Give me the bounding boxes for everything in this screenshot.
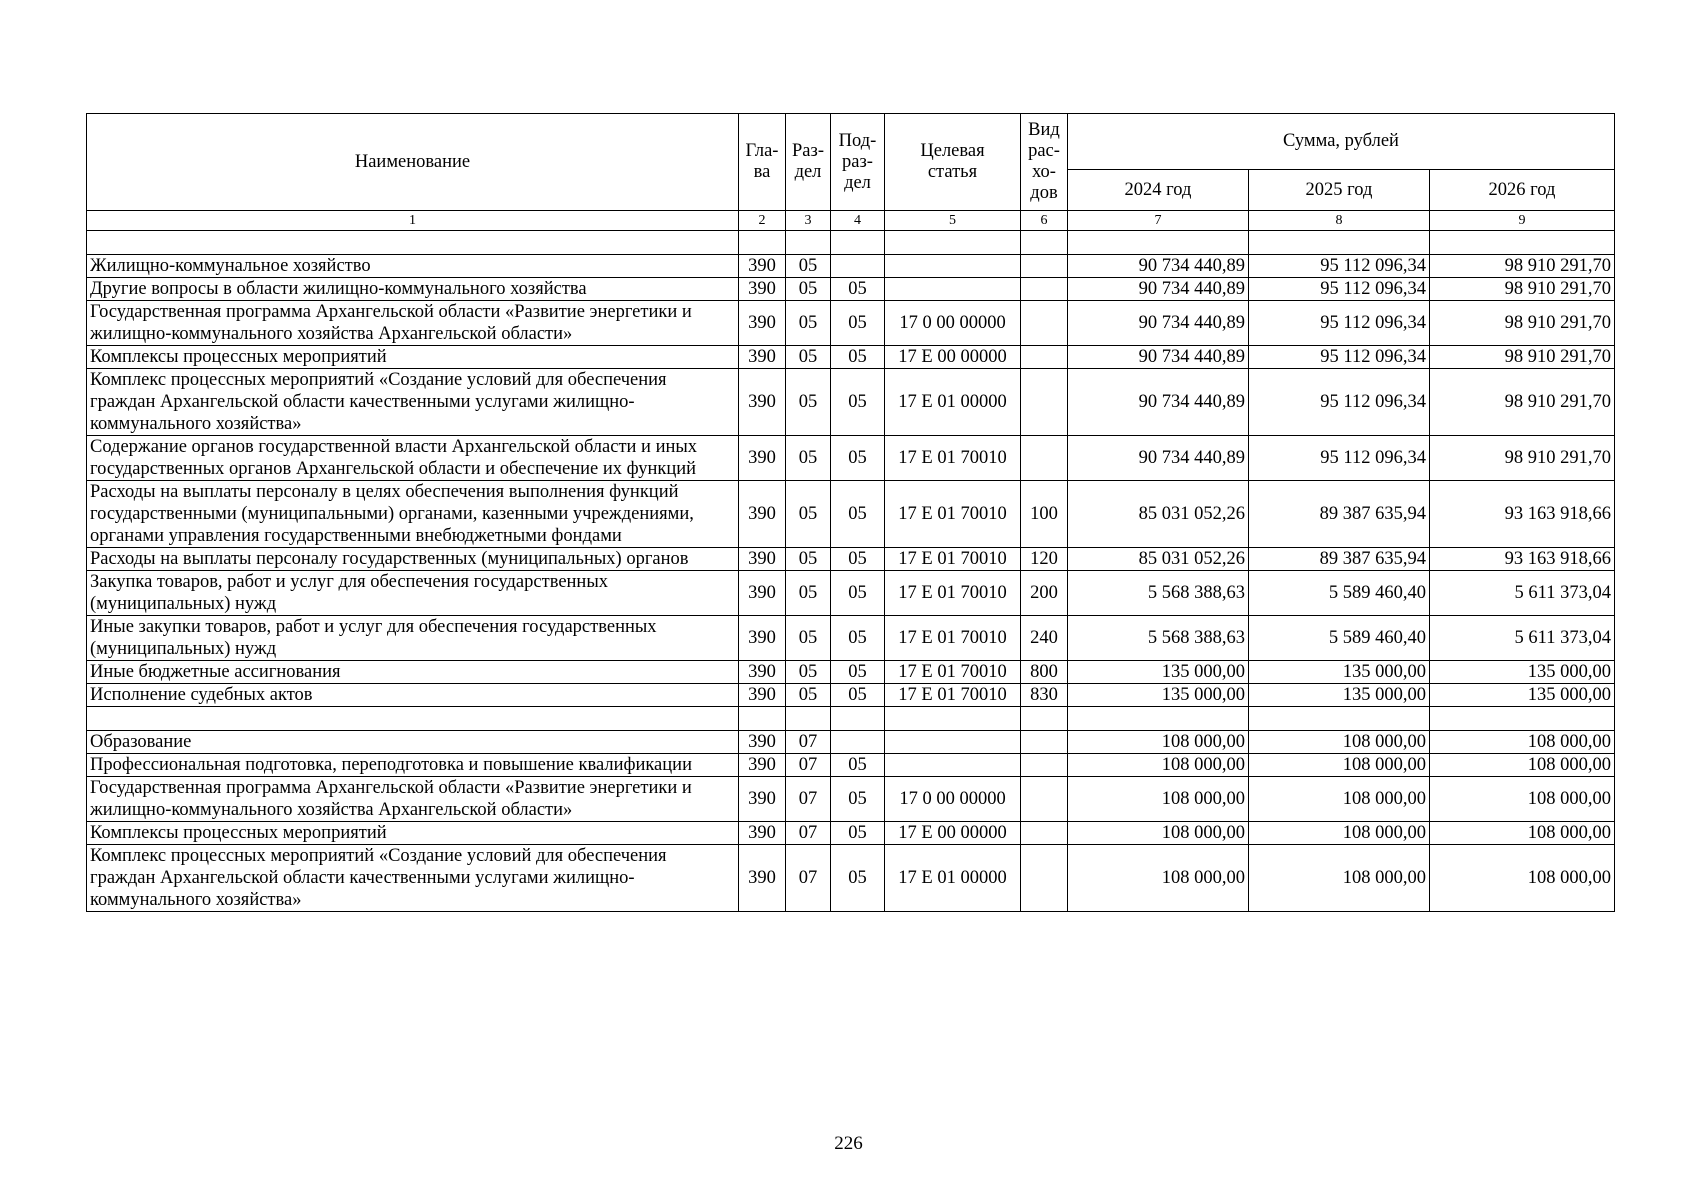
row-name: Государственная программа Архангельской области «Развитие энергетики и жилищно-коммунального хозяйства Архангельской области» — [87, 777, 739, 822]
spacer-cell — [831, 231, 885, 255]
row-razdel: 07 — [786, 731, 831, 754]
row-razdel: 05 — [786, 616, 831, 661]
row-celevaya — [885, 731, 1021, 754]
row-vid — [1021, 278, 1068, 301]
row-name: Комплекс процессных мероприятий «Создание условий для обеспечения граждан Архангельской области качественными услугами жилищно-коммунального хозяйства» — [87, 369, 739, 436]
table-row — [87, 255, 1615, 278]
row-glava: 390 — [739, 255, 786, 278]
row-celevaya: 17 Е 01 70010 — [885, 481, 1021, 548]
row-name: Содержание органов государственной власти Архангельской области и иных государственных органов Архангельской области и обеспечение их функций — [87, 436, 739, 481]
header-2026: 2026 год — [1430, 170, 1615, 211]
row-vid — [1021, 255, 1068, 278]
spacer-row — [87, 707, 1615, 731]
row-glava: 390 — [739, 822, 786, 845]
column-number: 3 — [786, 211, 831, 231]
row-vid — [1021, 346, 1068, 369]
row-name: Образование — [87, 731, 739, 754]
table-row — [87, 301, 1615, 346]
column-number: 8 — [1249, 211, 1430, 231]
row-amount-2026: 108 000,00 — [1430, 731, 1615, 754]
row-podrazdel: 05 — [831, 661, 885, 684]
table-row — [87, 436, 1615, 481]
budget-table — [86, 113, 1615, 912]
row-name: Иные бюджетные ассигнования — [87, 661, 739, 684]
table-row — [87, 845, 1615, 912]
row-glava: 390 — [739, 436, 786, 481]
row-amount-2026: 98 910 291,70 — [1430, 255, 1615, 278]
row-amount-2024: 5 568 388,63 — [1068, 616, 1249, 661]
row-razdel: 05 — [786, 481, 831, 548]
row-glava: 390 — [739, 301, 786, 346]
row-amount-2026: 98 910 291,70 — [1430, 278, 1615, 301]
row-glava: 390 — [739, 346, 786, 369]
table-row — [87, 616, 1615, 661]
row-amount-2024: 108 000,00 — [1068, 754, 1249, 777]
column-number: 4 — [831, 211, 885, 231]
row-razdel: 05 — [786, 571, 831, 616]
row-razdel: 07 — [786, 777, 831, 822]
row-vid — [1021, 301, 1068, 346]
row-celevaya — [885, 754, 1021, 777]
row-glava: 390 — [739, 754, 786, 777]
row-amount-2025: 135 000,00 — [1249, 661, 1430, 684]
row-celevaya — [885, 255, 1021, 278]
row-name: Комплексы процессных мероприятий — [87, 346, 739, 369]
row-celevaya: 17 Е 00 00000 — [885, 346, 1021, 369]
row-name: Государственная программа Архангельской области «Развитие энергетики и жилищно-коммунального хозяйства Архангельской области» — [87, 301, 739, 346]
row-glava: 390 — [739, 684, 786, 707]
row-name: Закупка товаров, работ и услуг для обеспечения государственных (муниципальных) нужд — [87, 571, 739, 616]
row-amount-2026: 93 163 918,66 — [1430, 548, 1615, 571]
spacer-cell — [1068, 231, 1249, 255]
row-celevaya: 17 Е 01 70010 — [885, 684, 1021, 707]
row-amount-2025: 95 112 096,34 — [1249, 436, 1430, 481]
header-podrazdel: Под- раз- дел — [831, 114, 885, 211]
row-celevaya: 17 Е 01 00000 — [885, 369, 1021, 436]
row-celevaya: 17 Е 01 70010 — [885, 616, 1021, 661]
table-row — [87, 731, 1615, 754]
row-amount-2026: 108 000,00 — [1430, 822, 1615, 845]
row-amount-2024: 90 734 440,89 — [1068, 278, 1249, 301]
header-name: Наименование — [87, 114, 739, 211]
spacer-cell — [1430, 231, 1615, 255]
row-amount-2026: 135 000,00 — [1430, 684, 1615, 707]
row-name: Исполнение судебных актов — [87, 684, 739, 707]
row-amount-2025: 95 112 096,34 — [1249, 369, 1430, 436]
row-celevaya: 17 Е 01 70010 — [885, 661, 1021, 684]
row-amount-2026: 108 000,00 — [1430, 754, 1615, 777]
column-number: 2 — [739, 211, 786, 231]
spacer-cell — [1068, 707, 1249, 731]
row-amount-2026: 108 000,00 — [1430, 777, 1615, 822]
row-podrazdel: 05 — [831, 616, 885, 661]
row-amount-2026: 98 910 291,70 — [1430, 346, 1615, 369]
row-vid — [1021, 754, 1068, 777]
row-name: Другие вопросы в области жилищно-коммунального хозяйства — [87, 278, 739, 301]
row-name: Иные закупки товаров, работ и услуг для обеспечения государственных (муниципальных) нужд — [87, 616, 739, 661]
spacer-cell — [739, 231, 786, 255]
row-podrazdel: 05 — [831, 436, 885, 481]
table-row — [87, 278, 1615, 301]
row-podrazdel: 05 — [831, 301, 885, 346]
spacer-cell — [1249, 231, 1430, 255]
header-glava: Гла- ва — [739, 114, 786, 211]
spacer-cell — [786, 707, 831, 731]
column-number: 7 — [1068, 211, 1249, 231]
row-podrazdel: 05 — [831, 754, 885, 777]
row-razdel: 05 — [786, 661, 831, 684]
row-celevaya: 17 0 00 00000 — [885, 777, 1021, 822]
row-amount-2025: 95 112 096,34 — [1249, 301, 1430, 346]
spacer-cell — [1249, 707, 1430, 731]
row-vid — [1021, 369, 1068, 436]
row-podrazdel: 05 — [831, 481, 885, 548]
row-razdel: 05 — [786, 436, 831, 481]
row-name: Расходы на выплаты персоналу государственных (муниципальных) органов — [87, 548, 739, 571]
row-razdel: 05 — [786, 301, 831, 346]
row-amount-2024: 90 734 440,89 — [1068, 301, 1249, 346]
row-glava: 390 — [739, 731, 786, 754]
row-amount-2025: 108 000,00 — [1249, 777, 1430, 822]
row-amount-2026: 135 000,00 — [1430, 661, 1615, 684]
spacer-cell — [1021, 231, 1068, 255]
row-vid: 830 — [1021, 684, 1068, 707]
row-vid — [1021, 436, 1068, 481]
column-number: 6 — [1021, 211, 1068, 231]
row-amount-2025: 95 112 096,34 — [1249, 346, 1430, 369]
table-row — [87, 369, 1615, 436]
table-row — [87, 548, 1615, 571]
table-body — [87, 231, 1615, 912]
row-razdel: 05 — [786, 346, 831, 369]
spacer-cell — [1021, 707, 1068, 731]
row-amount-2025: 89 387 635,94 — [1249, 548, 1430, 571]
row-vid — [1021, 731, 1068, 754]
row-vid: 240 — [1021, 616, 1068, 661]
row-amount-2026: 93 163 918,66 — [1430, 481, 1615, 548]
row-razdel: 05 — [786, 278, 831, 301]
row-name: Комплексы процессных мероприятий — [87, 822, 739, 845]
row-glava: 390 — [739, 616, 786, 661]
row-podrazdel — [831, 731, 885, 754]
spacer-cell — [1430, 707, 1615, 731]
row-podrazdel: 05 — [831, 346, 885, 369]
row-glava: 390 — [739, 661, 786, 684]
row-celevaya: 17 Е 01 70010 — [885, 436, 1021, 481]
table-row — [87, 571, 1615, 616]
row-razdel: 05 — [786, 684, 831, 707]
row-celevaya: 17 Е 01 70010 — [885, 571, 1021, 616]
row-amount-2024: 135 000,00 — [1068, 661, 1249, 684]
row-amount-2025: 95 112 096,34 — [1249, 278, 1430, 301]
column-number: 1 — [87, 211, 739, 231]
row-amount-2024: 85 031 052,26 — [1068, 481, 1249, 548]
row-amount-2025: 108 000,00 — [1249, 845, 1430, 912]
row-amount-2026: 98 910 291,70 — [1430, 301, 1615, 346]
row-celevaya: 17 0 00 00000 — [885, 301, 1021, 346]
row-name: Комплекс процессных мероприятий «Создание условий для обеспечения граждан Архангельской области качественными услугами жилищно-коммунального хозяйства» — [87, 845, 739, 912]
row-celevaya: 17 Е 01 70010 — [885, 548, 1021, 571]
row-podrazdel: 05 — [831, 548, 885, 571]
row-glava: 390 — [739, 845, 786, 912]
row-vid — [1021, 845, 1068, 912]
row-razdel: 07 — [786, 845, 831, 912]
row-amount-2026: 108 000,00 — [1430, 845, 1615, 912]
row-podrazdel — [831, 255, 885, 278]
header-vid: Вид рас- хо- дов — [1021, 114, 1068, 211]
row-podrazdel: 05 — [831, 571, 885, 616]
row-amount-2025: 95 112 096,34 — [1249, 255, 1430, 278]
row-name: Жилищно-коммунальное хозяйство — [87, 255, 739, 278]
row-amount-2024: 108 000,00 — [1068, 731, 1249, 754]
spacer-cell — [87, 231, 739, 255]
row-vid: 200 — [1021, 571, 1068, 616]
row-amount-2024: 90 734 440,89 — [1068, 255, 1249, 278]
spacer-cell — [831, 707, 885, 731]
spacer-row — [87, 231, 1615, 255]
row-glava: 390 — [739, 548, 786, 571]
header-razdel: Раз- дел — [786, 114, 831, 211]
row-amount-2025: 108 000,00 — [1249, 822, 1430, 845]
row-amount-2026: 5 611 373,04 — [1430, 616, 1615, 661]
row-name: Расходы на выплаты персоналу в целях обеспечения выполнения функций государственными (муниципальными) органами, казенными учреждениями, органами управления государственными внебюджетными фондами — [87, 481, 739, 548]
row-amount-2024: 90 734 440,89 — [1068, 369, 1249, 436]
row-razdel: 05 — [786, 369, 831, 436]
row-podrazdel: 05 — [831, 278, 885, 301]
spacer-cell — [786, 231, 831, 255]
row-razdel: 07 — [786, 754, 831, 777]
header-celevaya: Целевая статья — [885, 114, 1021, 211]
row-amount-2025: 5 589 460,40 — [1249, 616, 1430, 661]
row-amount-2026: 98 910 291,70 — [1430, 369, 1615, 436]
row-amount-2024: 5 568 388,63 — [1068, 571, 1249, 616]
row-vid: 100 — [1021, 481, 1068, 548]
column-numbers-row — [87, 211, 1615, 231]
row-amount-2024: 108 000,00 — [1068, 822, 1249, 845]
spacer-cell — [885, 707, 1021, 731]
row-podrazdel: 05 — [831, 777, 885, 822]
row-amount-2025: 135 000,00 — [1249, 684, 1430, 707]
row-amount-2024: 135 000,00 — [1068, 684, 1249, 707]
row-glava: 390 — [739, 481, 786, 548]
row-vid — [1021, 822, 1068, 845]
table-row — [87, 481, 1615, 548]
page-number: 226 — [834, 1133, 863, 1154]
spacer-cell — [87, 707, 739, 731]
row-amount-2026: 98 910 291,70 — [1430, 436, 1615, 481]
table-row — [87, 661, 1615, 684]
row-glava: 390 — [739, 777, 786, 822]
row-vid — [1021, 777, 1068, 822]
table-row — [87, 346, 1615, 369]
row-podrazdel: 05 — [831, 822, 885, 845]
row-vid: 800 — [1021, 661, 1068, 684]
row-amount-2024: 85 031 052,26 — [1068, 548, 1249, 571]
row-amount-2025: 108 000,00 — [1249, 731, 1430, 754]
row-amount-2024: 90 734 440,89 — [1068, 436, 1249, 481]
row-podrazdel: 05 — [831, 369, 885, 436]
row-glava: 390 — [739, 278, 786, 301]
table-row — [87, 754, 1615, 777]
row-celevaya: 17 Е 00 00000 — [885, 822, 1021, 845]
row-amount-2024: 108 000,00 — [1068, 777, 1249, 822]
row-amount-2025: 89 387 635,94 — [1249, 481, 1430, 548]
table-row — [87, 822, 1615, 845]
row-celevaya — [885, 278, 1021, 301]
row-amount-2024: 90 734 440,89 — [1068, 346, 1249, 369]
column-number: 9 — [1430, 211, 1615, 231]
header-2024: 2024 год — [1068, 170, 1249, 211]
table-row — [87, 684, 1615, 707]
row-celevaya: 17 Е 01 00000 — [885, 845, 1021, 912]
header-2025: 2025 год — [1249, 170, 1430, 211]
row-amount-2025: 5 589 460,40 — [1249, 571, 1430, 616]
row-name: Профессиональная подготовка, переподготовка и повышение квалификации — [87, 754, 739, 777]
row-amount-2026: 5 611 373,04 — [1430, 571, 1615, 616]
table-row — [87, 777, 1615, 822]
row-podrazdel: 05 — [831, 845, 885, 912]
row-glava: 390 — [739, 369, 786, 436]
row-razdel: 05 — [786, 548, 831, 571]
row-razdel: 07 — [786, 822, 831, 845]
row-amount-2025: 108 000,00 — [1249, 754, 1430, 777]
row-glava: 390 — [739, 571, 786, 616]
spacer-cell — [739, 707, 786, 731]
spacer-cell — [885, 231, 1021, 255]
row-podrazdel: 05 — [831, 684, 885, 707]
row-vid: 120 — [1021, 548, 1068, 571]
row-amount-2024: 108 000,00 — [1068, 845, 1249, 912]
column-number: 5 — [885, 211, 1021, 231]
header-summa: Сумма, рублей — [1068, 114, 1615, 170]
row-razdel: 05 — [786, 255, 831, 278]
